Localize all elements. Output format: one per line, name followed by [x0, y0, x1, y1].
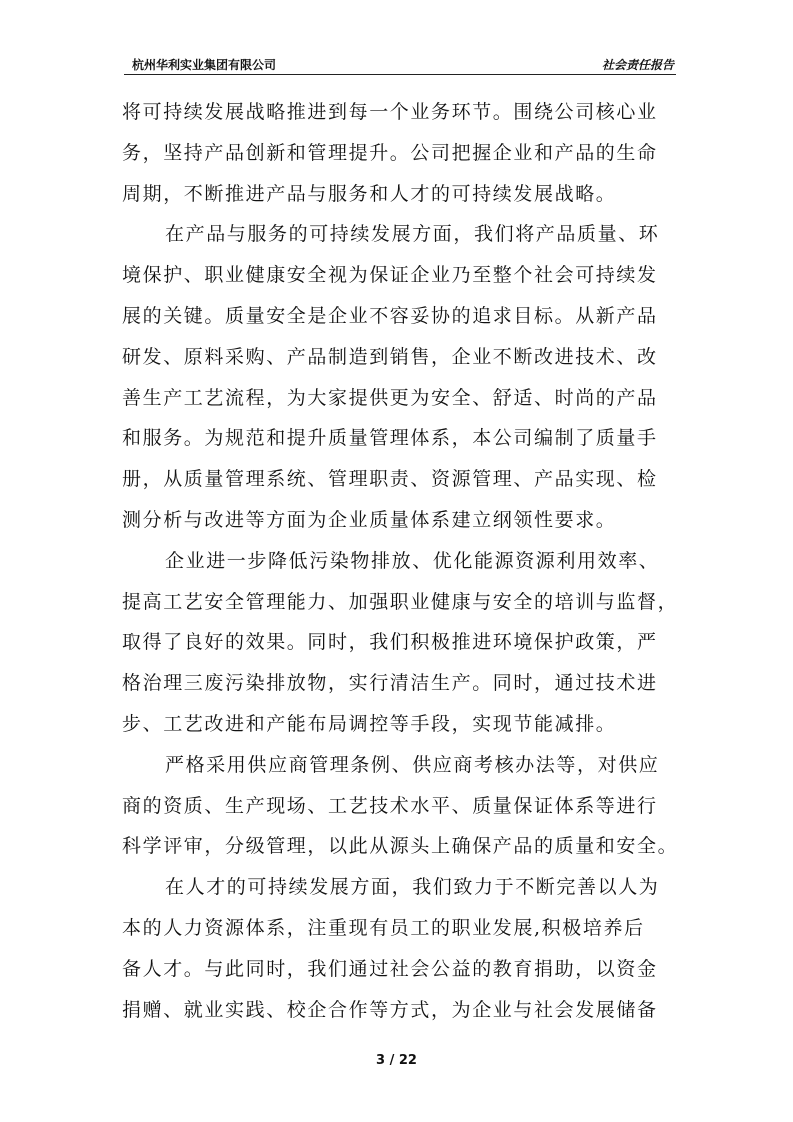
text-line: 周期，不断推进产品与服务和人才的可持续发展战略。 — [122, 182, 617, 205]
text-line: 研发、原料采购、产品制造到销售，企业不断改进技术、改 — [122, 345, 658, 368]
text-line: 取得了良好的效果。同时，我们积极推进环境保护政策，严 — [122, 631, 658, 654]
page-number: 3 / 22 — [376, 1053, 417, 1068]
text-line: 备人才。与此同时，我们通过社会公益的教育捐助，以资金 — [122, 957, 658, 980]
page-header — [124, 56, 676, 75]
text-line: 格治理三废污染排放物，实行清洁生产。同时，通过技术进 — [122, 672, 658, 695]
text-line: 测分析与改进等方面为企业质量体系建立纲领性要求。 — [122, 508, 617, 531]
text-line: 展的关键。质量安全是企业不容妥协的追求目标。从新产品 — [122, 304, 658, 327]
text-line: 善生产工艺流程，为大家提供更为安全、舒适、时尚的产品 — [122, 386, 658, 409]
paragraph-first-line: 在产品与服务的可持续发展方面，我们将产品质量、环 — [165, 223, 660, 246]
document-body — [122, 92, 682, 1030]
text-line: 科学评审，分级管理，以此从源头上确保产品的质量和安全。 — [122, 835, 679, 858]
text-line: 本的人力资源体系，注重现有员工的职业发展,积极培养后 — [122, 916, 645, 939]
text-line: 务，坚持产品创新和管理提升。公司把握企业和产品的生命 — [122, 141, 658, 164]
text-line: 步、工艺改进和产能布局调控等手段，实现节能减排。 — [122, 712, 617, 735]
company-name: 杭州华利实业集团有限公司 — [132, 58, 277, 72]
text-line: 册，从质量管理系统、管理职责、资源管理、产品实现、检 — [122, 468, 658, 491]
text-line: 境保护、职业健康安全视为保证企业乃至整个社会可持续发 — [122, 264, 658, 287]
report-title: 社会责任报告 — [601, 58, 674, 72]
paragraph-first-line: 严格采用供应商管理条例、供应商考核办法等，对供应 — [165, 753, 660, 776]
text-line: 捐赠、就业实践、校企合作等方式，为企业与社会发展储备 — [122, 998, 658, 1021]
paragraph-first-line: 企业进一步降低污染物排放、优化能源资源利用效率、 — [165, 549, 660, 572]
text-line: 和服务。为规范和提升质量管理体系，本公司编制了质量手 — [122, 427, 658, 450]
paragraph-first-line: 在人才的可持续发展方面，我们致力于不断完善以人为 — [165, 876, 660, 899]
text-line: 将可持续发展战略推进到每一个业务环节。围绕公司核心业 — [122, 101, 658, 123]
text-line: 提高工艺安全管理能力、加强职业健康与安全的培训与监督， — [122, 590, 679, 613]
text-line: 商的资质、生产现场、工艺技术水平、质量保证体系等进行 — [122, 794, 658, 817]
